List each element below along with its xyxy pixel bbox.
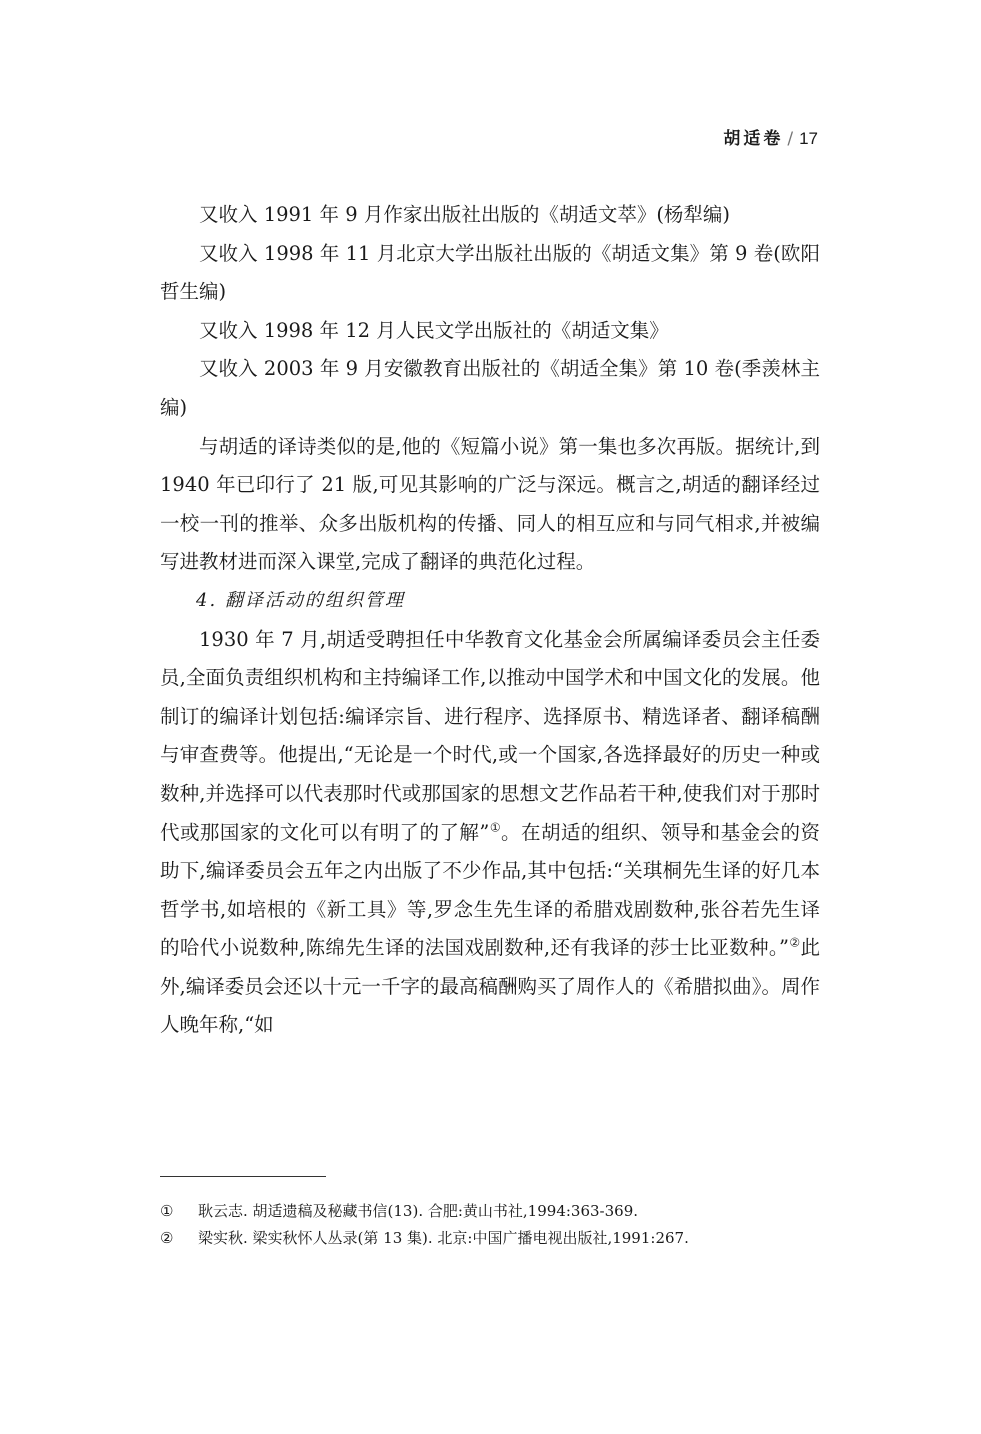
page-number: 17 bbox=[799, 129, 818, 148]
footnote-mark: ① bbox=[160, 1202, 174, 1220]
footnote-ref-2[interactable]: ② bbox=[789, 935, 801, 950]
running-header bbox=[723, 128, 818, 150]
main-paragraph-part1: 1930 年 7 月,胡适受聘担任中华教育文化基金会所属编译委员会主任委员,全面负责组织机构和主持编译工作,以推动中国学术和中国文化的发展。他制订的编译计划包括:编译宗旨、进行程序、选择原书、精选译者、翻译稿酬与审查费等。他提出,“无论是一个时代,或一个国家,各选择最好的历史一种或数种,并选择可以代表那时代或那国家的思想文艺作品若干种,使我们对于那时代或那国家的文化可以有明了的了解” bbox=[160, 627, 820, 844]
footnote-text: 耿云志. 胡适遗稿及秘藏书信(13). 合肥:黄山书社,1994:363-369. bbox=[198, 1202, 639, 1220]
body-text bbox=[160, 196, 820, 1045]
main-paragraph bbox=[160, 621, 820, 1046]
footnote-rule bbox=[160, 1176, 326, 1177]
footnote bbox=[160, 1198, 820, 1225]
paragraph: 又收入 2003 年 9 月安徽教育出版社的《胡适全集》第 10 卷(季羡林主编) bbox=[160, 357, 820, 419]
footnotes bbox=[160, 1198, 820, 1252]
paragraph: 又收入 1998 年 12 月人民文学出版社的《胡适文集》 bbox=[199, 318, 669, 342]
footnote bbox=[160, 1225, 820, 1252]
paragraph: 与胡适的译诗类似的是,他的《短篇小说》第一集也多次再版。据统计,到 1940 年已印行了 21 版,可见其影响的广泛与深远。概言之,胡适的翻译经过一校一刊的推举、众多出版机构的传播、同人的相互应和与同气相求,并被编写进教材进而深入课堂,完成了翻译的典范化过程。 bbox=[160, 434, 820, 574]
footnote-mark: ② bbox=[160, 1229, 174, 1247]
main-paragraph-part3: 此外,编译委员会还以十元一千字的最高稿酬购买了周作人的《希腊拟曲》。周作人晚年称,“如 bbox=[160, 936, 820, 1037]
header-separator: / bbox=[787, 129, 794, 149]
main-paragraph-part2: 。在胡适的组织、领导和基金会的资助下,编译委员会五年之内出版了不少作品,其中包括:“关琪桐先生译的好几本哲学书,如培根的《新工具》等,罗念生先生译的希腊戏剧数种,张谷若先生译的哈代小说数种,陈绵先生译的法国戏剧数种,还有我译的莎士比亚数种。” bbox=[160, 820, 820, 960]
paragraph: 又收入 1991 年 9 月作家出版社出版的《胡适文萃》(杨犁编) bbox=[199, 203, 731, 226]
footnote-ref-1[interactable]: ① bbox=[489, 820, 502, 834]
book-title: 胡适卷 bbox=[723, 129, 784, 149]
paragraph: 又收入 1998 年 11 月北京大学出版社出版的《胡适文集》第 9 卷(欧阳哲生编) bbox=[160, 241, 820, 304]
footnote-text: 梁实秋. 梁实秋怀人丛录(第 13 集). 北京:中国广播电视出版社,1991:267. bbox=[198, 1229, 689, 1247]
section-heading: 4. 翻译活动的组织管理 bbox=[196, 589, 405, 611]
